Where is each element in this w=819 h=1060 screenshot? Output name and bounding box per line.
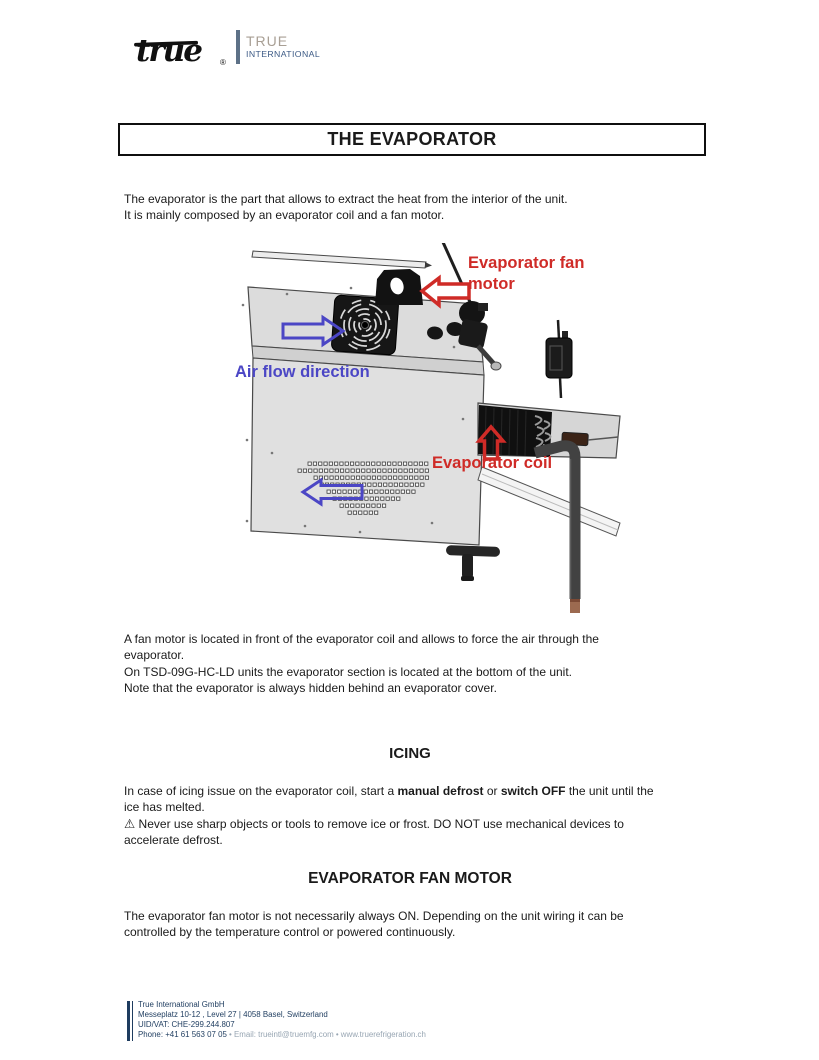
- page-title-box: [118, 123, 706, 156]
- fan-motor-paragraph: [124, 631, 599, 697]
- section-heading-evaporator-fan-motor: EVAPORATOR FAN MOTOR: [308, 870, 512, 887]
- text-line: On TSD-09G-HC-LD units the evaporator section is located at the bottom of the unit.: [124, 664, 573, 679]
- label-evaporator-fan-motor: Evaporator fan motor: [468, 254, 585, 294]
- text-line: [124, 783, 654, 799]
- warning-triangle-icon: ⚠: [124, 815, 136, 831]
- true-script-logo: [128, 24, 234, 70]
- footer-bar: [132, 1001, 134, 1041]
- evaporator-unit-illustration: [232, 243, 622, 615]
- text-segment: manual defrost: [397, 784, 484, 798]
- intro-paragraph: [124, 191, 568, 224]
- text-segment: switch OFF: [500, 784, 566, 798]
- drain-fitting: [446, 545, 500, 581]
- evaporator-diagram: [232, 243, 622, 615]
- footer-company: True International GmbH: [138, 1000, 225, 1009]
- text-line: controlled by the temperature control or powered continuously.: [124, 925, 456, 940]
- logo-divider: [236, 30, 240, 64]
- text-segment: Never use sharp objects or tools to remove ice or frost. DO NOT use mechanical devices to: [135, 816, 624, 831]
- logo-name: TRUE: [246, 33, 289, 49]
- text-line: It is mainly composed by an evaporator coil and a fan motor.: [124, 208, 445, 223]
- text-line: The evaporator fan motor is not necessarily always ON. Depending on the unit wiring it can be: [124, 909, 624, 923]
- text-line: evaporator.: [124, 648, 185, 663]
- fan-motor-bracket: [375, 269, 423, 305]
- text-line: [124, 816, 654, 832]
- logo-subname: INTERNATIONAL: [246, 49, 321, 59]
- text-line: [124, 799, 654, 815]
- text-segment: or: [483, 784, 501, 798]
- label-air-flow-direction: Air flow direction: [235, 363, 370, 381]
- section-heading-icing: ICING: [389, 745, 431, 762]
- text-segment: ice has melted.: [124, 800, 205, 815]
- brand-logo: [128, 24, 320, 70]
- text-line: Note that the evaporator is always hidden behind an evaporator cover.: [124, 681, 497, 696]
- footer-text: [138, 1000, 426, 1040]
- logo-script-text: true: [136, 33, 201, 69]
- logo-wordmark: [246, 34, 320, 60]
- text-segment: the unit until the: [565, 784, 654, 798]
- wiring-box: [546, 320, 572, 398]
- icing-paragraph: [124, 783, 654, 849]
- text-line: A fan motor is located in front of the evaporator coil and allows to force the air through the: [124, 632, 599, 646]
- text-line: [124, 832, 654, 848]
- footer-email-web: • Email: trueintl@truemfg.com • www.truerefrigeration.ch: [226, 1030, 426, 1039]
- bottom-shelf: [478, 467, 620, 536]
- text-segment: In case of icing issue on the evaporator coil, start a: [124, 784, 398, 798]
- footer-vat: UID/VAT: CHE-299.244.807: [138, 1020, 235, 1029]
- text-segment: accelerate defrost.: [124, 833, 223, 848]
- footer: [127, 1000, 426, 1042]
- footer-phone: Phone: +41 61 563 07 05: [138, 1030, 227, 1039]
- evaporator-fan-motor-paragraph: [124, 908, 624, 941]
- footer-address: Messeplatz 10-12 , Level 27 | 4058 Basel, Switzerland: [138, 1010, 328, 1019]
- label-evaporator-coil: Evaporator coil: [432, 454, 553, 472]
- footer-bar: [127, 1001, 130, 1041]
- footer-contact-line: [138, 1030, 426, 1040]
- page-title: THE EVAPORATOR: [327, 129, 497, 149]
- top-rail: [252, 251, 432, 268]
- registered-mark: ®: [220, 58, 226, 67]
- text-line: The evaporator is the part that allows to extract the heat from the interior of the unit.: [124, 192, 568, 206]
